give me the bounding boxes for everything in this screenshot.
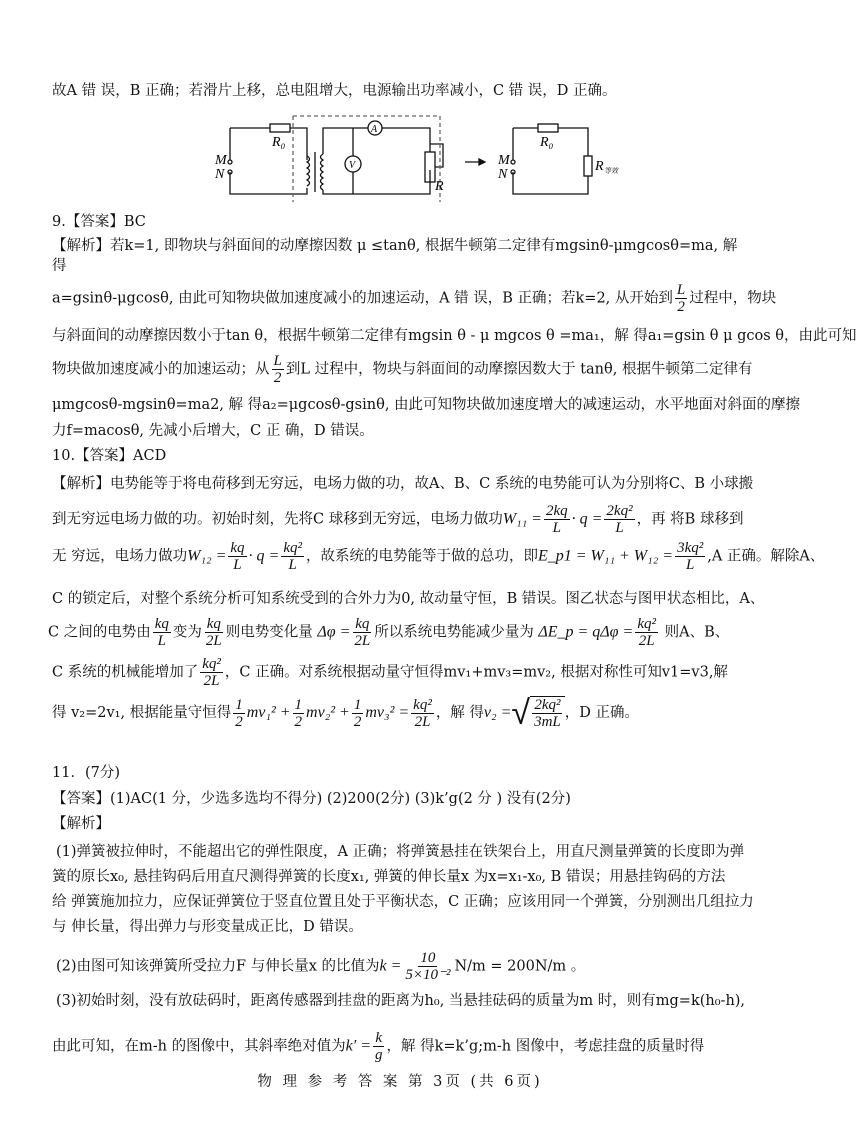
page-footer: 物 理 参 考 答 案 第 3页 (共 6页) <box>257 1074 543 1090</box>
text-line: (1)弹簧被拉伸时，不能超出它的弹性限度，A 正确；将弹簧悬挂在铁架台上，用直尺测量弹簧的长度即为弹 <box>56 844 745 860</box>
text-line: C 之间的电势由 $\frac{kq}{L}$ 变为 $\frac{kq}{2L}$ 则电势变化量 Δφ = $\frac{kq}{2L}$ 所以系统电势能减少量为 ΔE_p = qΔφ = $\frac{\text{kq²}}{2L}$ 则A、B、 <box>48 616 730 649</box>
q11-answer: 【答案】(1)AC(1 分，少选多选均不得分) (2)200(2分) (3)k’g(2 分 ) 没有(2分) <box>52 791 571 807</box>
text-line: C 的锁定后，对整个系统分析可知系统受到的合外力为0, 故动量守恒，B 错误。图乙状态与图甲状态相比，A、 <box>52 591 765 607</box>
label-R0: R₀ <box>272 135 286 150</box>
text-line: C 系统的机械能增加了 $\frac{\text{kq²}}{2L}$ ，C 正确。对系统根据动量守恒得mv₁+mv₃=mv₂, 根据对称性可知v1=v3,解 <box>52 656 728 689</box>
text-line: (2)由图可知该弹簧所受拉力F 与伸长量x 的比值为k = $\frac{10}{\text{5×10⁻²}}$ N/m = 200N/m 。 <box>56 950 586 983</box>
label-M: M <box>215 153 227 168</box>
label-M2: M <box>498 153 510 168</box>
text-line: 得 <box>52 258 67 274</box>
label-Req-sub: 等效 <box>604 167 618 175</box>
text-line: 与斜面间的动摩擦因数小于tan θ，根据牛顿第二定律有mgsin θ - μ mgcos θ =ma₁，解 得a₁=gsin θ μ gcos θ，由此可知 <box>52 328 857 344</box>
text-line: 【解析】若k=1, 即物块与斜面间的动摩擦因数 μ ≤tanθ, 根据牛顿第二定律有mgsinθ-μmgcosθ=ma, 解 <box>52 238 738 254</box>
text-line: 无 穷远，电场力做功W₁₂ = $\frac{kq}{L}$ · q = $\frac{\text{kq²}}{L}$ ，故系统的电势能等于做的总功，即E_p1 = W₁₁ + W₁₂ = $\frac{\text{3kq²}}{L}$ ,A 正确。解除A、 <box>52 540 825 573</box>
q9-answer: 9.【答案】BC <box>52 214 146 230</box>
paragraph: 故A 错 误，B 正确；若滑片上移，总电阻增大，电源输出功率减小，C 错 误，D 正确。 <box>52 83 617 99</box>
text-line: 与 伸长量，得出弹力与形变量成正比，D 错误。 <box>52 919 363 935</box>
label-R0-2: R₀ <box>540 135 554 150</box>
text-line: 物块做加速度减小的加速运动；从 $\frac{L}{2}$ 到L 过程中，物块与斜面间的动摩擦因数大于 tanθ, 根据牛顿第二定律有 <box>52 353 753 386</box>
text-line: a=gsinθ-μgcosθ, 由此可知物块做加速度减小的加速运动，A 错 误，B 正确；若k=2, 从开始到 $\frac{L}{2}$ 过程中，物块 <box>52 282 777 315</box>
label-R: R <box>435 179 444 194</box>
label-Req: R <box>595 159 604 174</box>
text-line: 得 v₂=2v₁, 根据能量守恒得 $\frac{1}{2}$ mv₁² + $\frac{1}{2}$ mv₂² + $\frac{1}{2}$ mv₃² = $\frac{\text{kq²}}{2L}$ ，解 得v₂ = √ $\frac{\text{2kq²}}{3mL}$ ，D 正确。 <box>52 693 639 733</box>
q10-answer: 10.【答案】ACD <box>52 448 167 464</box>
label-N2: N <box>498 167 508 182</box>
text-line: 力f=macosθ, 先减小后增大，C 正 确，D 错误。 <box>52 423 374 439</box>
text-line: 【解析】电势能等于将电荷移到无穷远，电场力做的功，故A、B、C 系统的电势能可认为分别将C、B 小球搬 <box>52 476 754 492</box>
label-N: N <box>215 167 225 182</box>
text-line: 到无穷远电场力做的功。初始时刻，先将C 球移到无穷远，电场力做功W₁₁ = $\frac{2kq}{L}$ · q = $\frac{\text{2kq²}}{L}$ ，再 将B 球移到 <box>52 503 744 536</box>
text-line: (3)初始时刻，没有放砝码时，距离传感器到挂盘的距离为h₀, 当悬挂砝码的质量为m 时，则有mg=k(h₀-h), <box>56 993 746 1009</box>
text-line: 簧的原长x₀, 悬挂钩码后用直尺测得弹簧的长度x₁, 弹簧的伸长量x 为x=x₁-x₀, B 错误；用悬挂钩码的方法 <box>52 869 726 885</box>
q11-header: 11．(7分) <box>52 765 120 781</box>
text-line: 给 弹簧施加拉力，应保证弹簧位于竖直位置且处于平衡状态，C 正确；应该用同一个弹簧，分别测出几组拉力 <box>52 894 754 910</box>
circuit-diagram <box>195 112 618 204</box>
q11-analysis-label: 【解析】 <box>52 816 110 832</box>
voltmeter-label: V <box>349 160 356 171</box>
text-line: μmgcosθ-mgsinθ=ma2, 解 得a₂=μgcosθ-gsinθ, 由此可知物块做加速度增大的减速运动，水平地面对斜面的摩擦 <box>52 397 801 413</box>
text-line: 由此可知，在m-h 的图像中，其斜率绝对值为k′ = $\frac{k}{g}$ ，解 得k=k’g;m-h 图像中，考虑挂盘的质量时得 <box>52 1030 705 1063</box>
ammeter-label: A <box>371 124 378 135</box>
